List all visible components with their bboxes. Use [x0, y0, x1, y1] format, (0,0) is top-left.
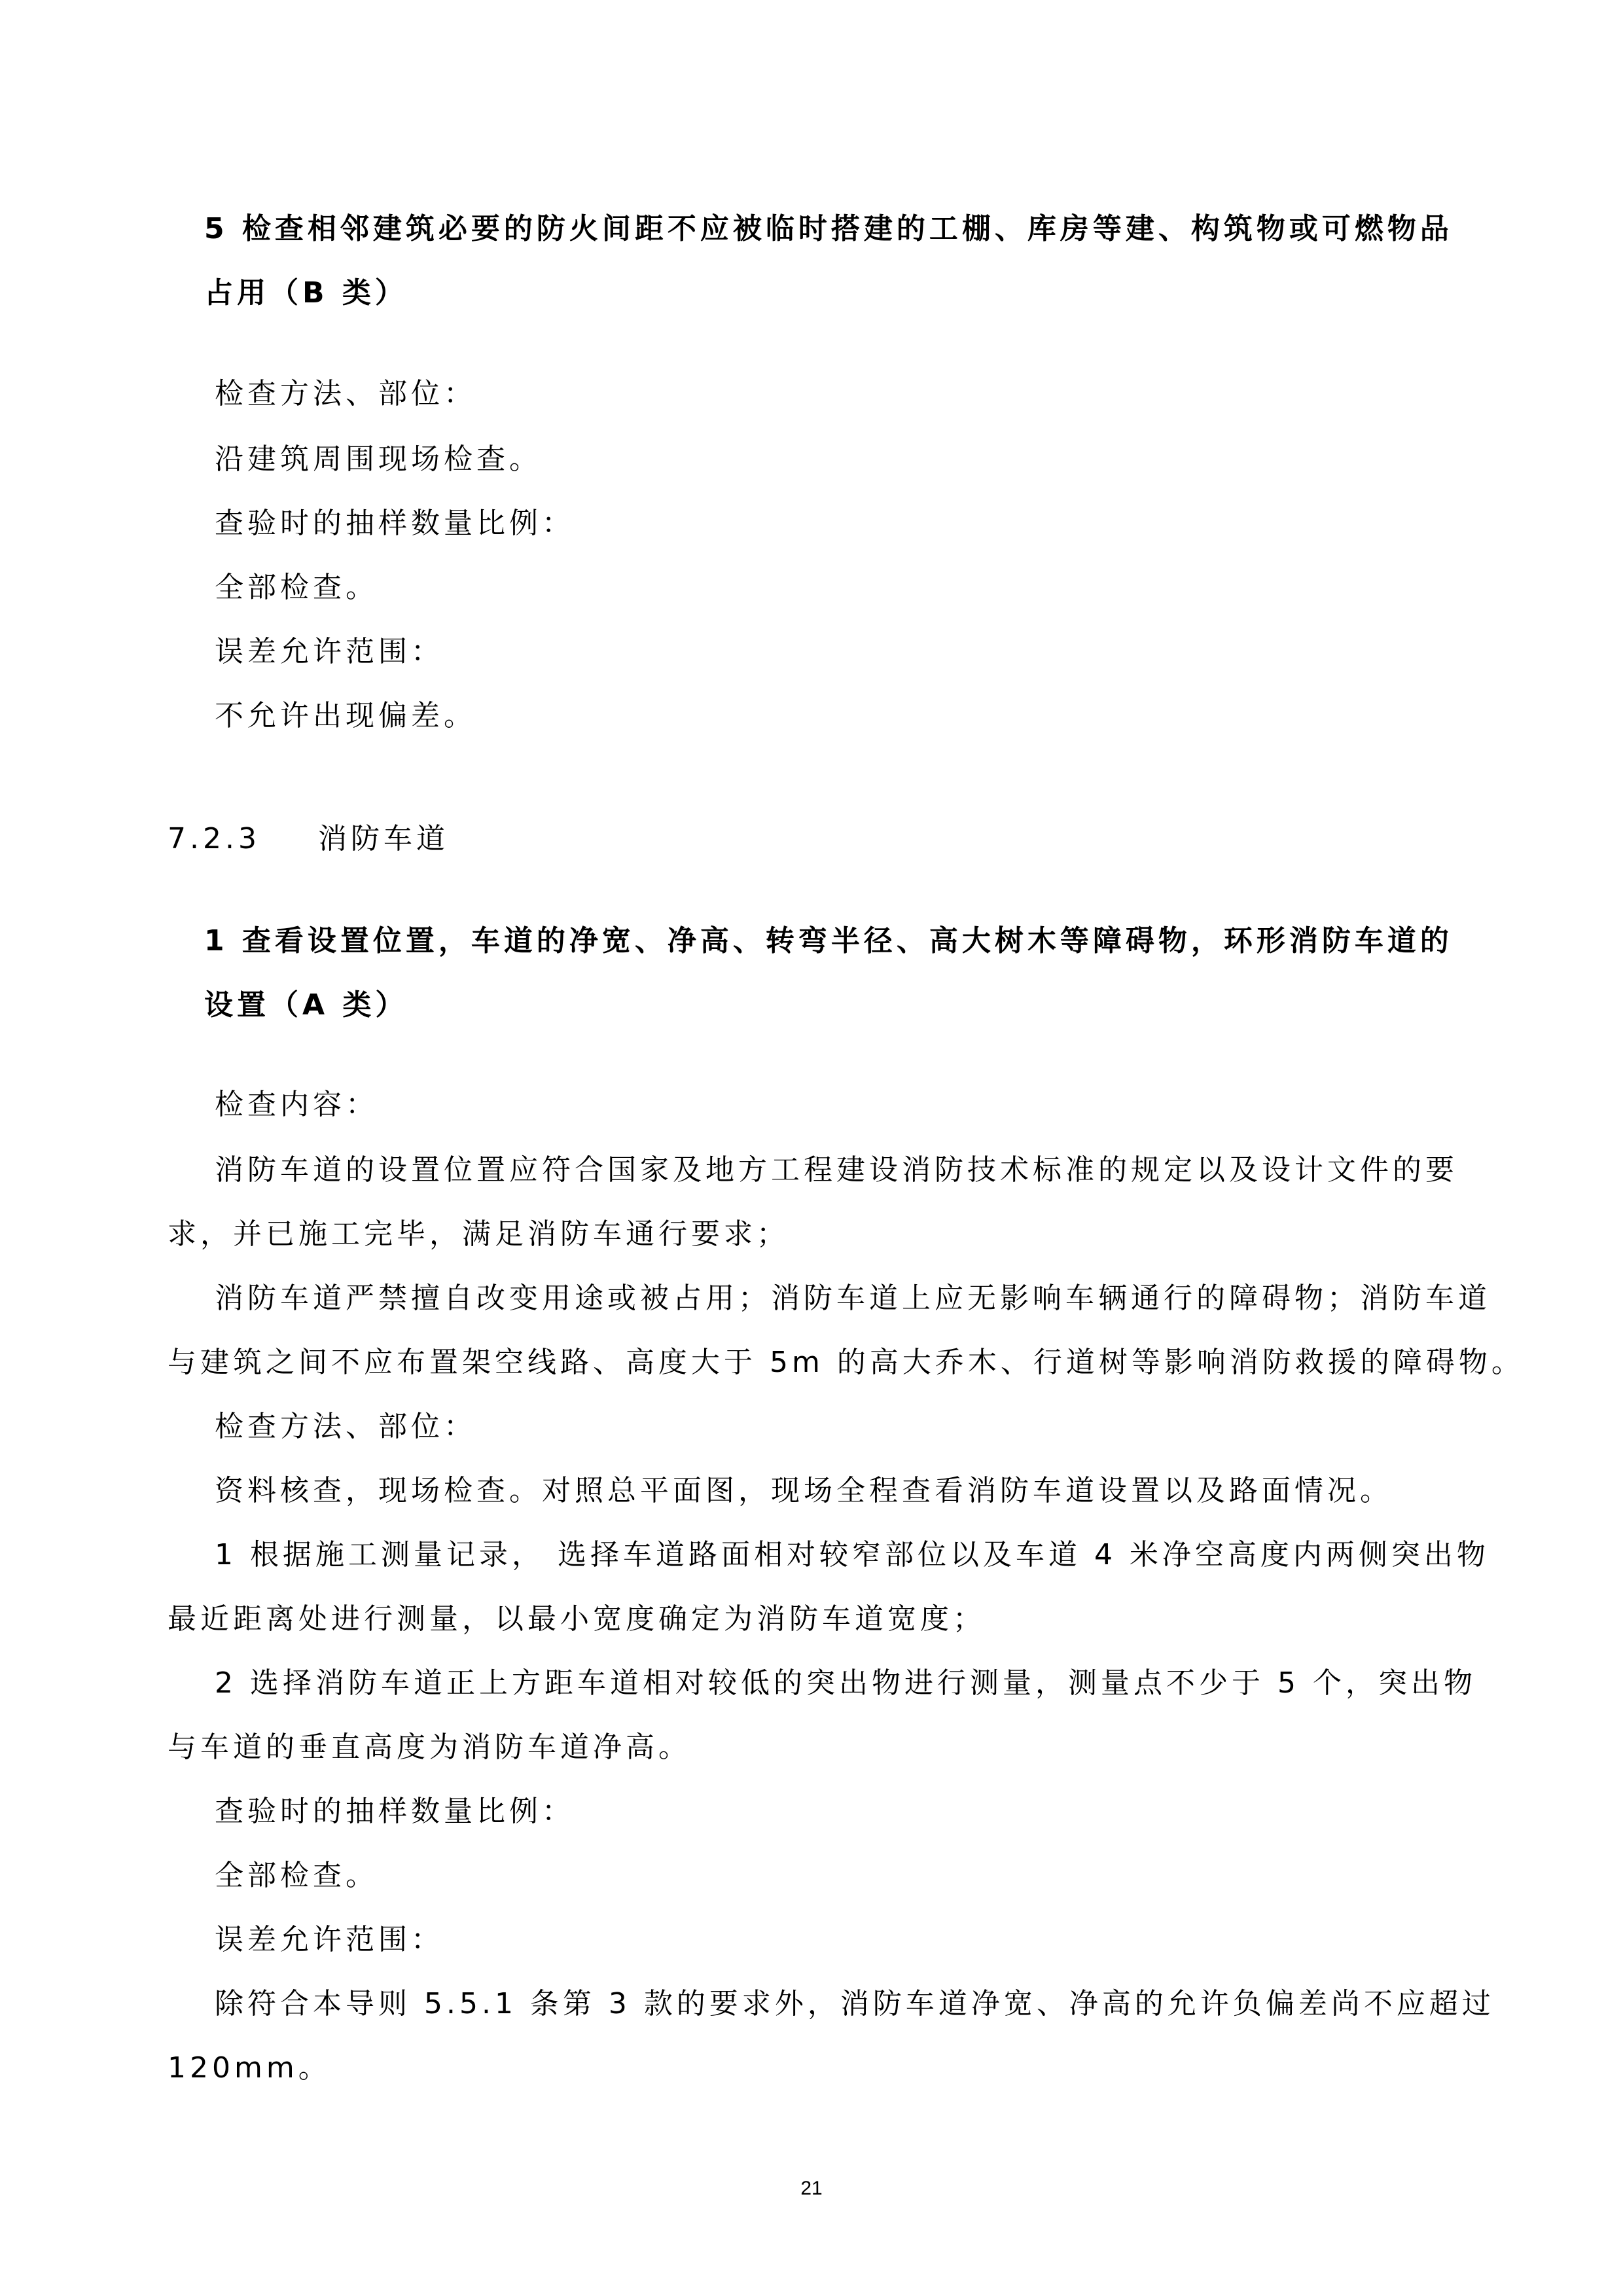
content-paragraph-1-line2: 求，并已施工完毕，满足消防车通行要求； [168, 1217, 789, 1251]
item-5-heading-line1: 5 检查相邻建筑必要的防火间距不应被临时搭建的工棚、库房等建、构筑物或可燃物品 [204, 212, 1453, 245]
method-label: 检查方法、部位： [215, 377, 476, 410]
method-text: 资料核查，现场检查。对照总平面图，现场全程查看消防车道设置以及路面情况。 [215, 1474, 1393, 1507]
section-number: 7.2.3 [168, 822, 260, 855]
step-1-line2: 最近距离处进行测量，以最小宽度确定为消防车道宽度； [168, 1602, 986, 1636]
step-1-line1: 1 根据施工测量记录， 选择车道路面相对较窄部位以及车道 4 米净空高度内两侧突出物 [215, 1538, 1489, 1571]
content-paragraph-2-line2: 与建筑之间不应布置架空线路、高度大于 5m 的高大乔木、行道树等影响消防救援的障碍物。 [168, 1346, 1524, 1379]
method-label: 检查方法、部位： [215, 1410, 476, 1443]
sampling-label: 查验时的抽样数量比例： [215, 1795, 575, 1828]
tolerance-text: 不允许出现偏差。 [215, 699, 476, 732]
item-1-heading-line2: 设置（A 类） [204, 988, 408, 1022]
step-2-line1: 2 选择消防车道正上方距车道相对较低的突出物进行测量，测量点不少于 5 个，突出物 [215, 1666, 1476, 1700]
step-2-line2: 与车道的垂直高度为消防车道净高。 [168, 1731, 691, 1764]
section-title: 消防车道 [318, 822, 449, 855]
tolerance-label: 误差允许范围： [215, 635, 444, 668]
content-paragraph-2-line1: 消防车道严禁擅自改变用途或被占用；消防车道上应无影响车辆通行的障碍物；消防车道 [215, 1282, 1491, 1315]
page-number: 21 [800, 2178, 823, 2199]
tolerance-label: 误差允许范围： [215, 1923, 444, 1956]
content-paragraph-1-line1: 消防车道的设置位置应符合国家及地方工程建设消防技术标准的规定以及设计文件的要 [215, 1153, 1458, 1187]
content-label: 检查内容： [215, 1088, 378, 1121]
sampling-text: 全部检查。 [215, 571, 378, 604]
tolerance-line2: 120mm。 [168, 2051, 331, 2085]
item-1-heading-line1: 1 查看设置位置，车道的净宽、净高、转弯半径、高大树木等障碍物，环形消防车道的 [204, 924, 1453, 958]
method-text: 沿建筑周围现场检查。 [215, 442, 542, 476]
tolerance-line1: 除符合本导则 5.5.1 条第 3 款的要求外，消防车道净宽、净高的允许负偏差尚不应超过 [215, 1987, 1495, 2020]
sampling-text: 全部检查。 [215, 1859, 378, 1892]
sampling-label: 查验时的抽样数量比例： [215, 507, 575, 540]
item-5-heading-line2: 占用（B 类） [204, 276, 408, 310]
